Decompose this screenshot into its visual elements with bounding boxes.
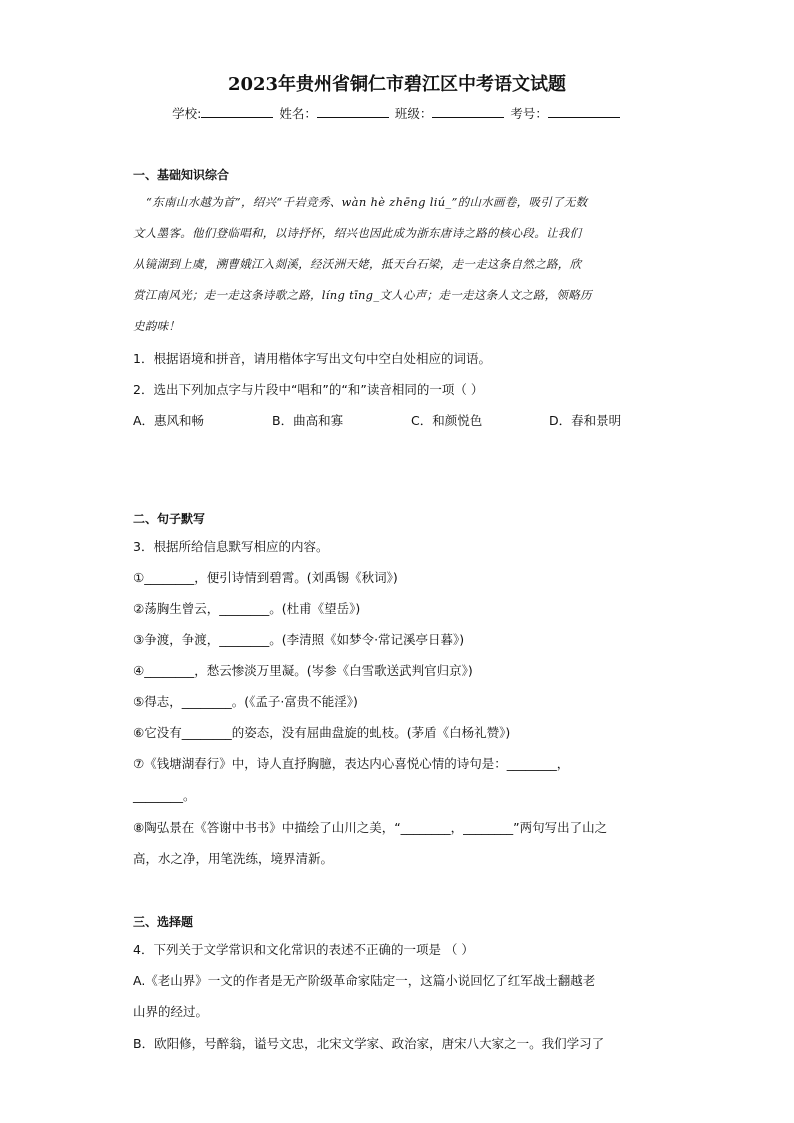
fill-item: ⑧陶弘景在《答谢中书书》中描绘了山川之美，“________，________”两句写出了山之 xyxy=(133,820,608,835)
choice-text: B．欧阳修，号醉翁，谥号文忠，北宋文学家、政治家，唐宋八大家之一。我们学习了 xyxy=(133,1036,605,1051)
name-blank[interactable] xyxy=(317,105,389,118)
option-b[interactable]: B．曲高和寡 xyxy=(272,413,344,428)
fill-item: 高，水之净，用笔洗练，境界清新。 xyxy=(133,851,334,866)
fill-item: ③争渡，争渡，________。(李清照《如梦令·常记溪亭日暮》) xyxy=(133,632,465,647)
question-3: 3．根据所给信息默写相应的内容。 xyxy=(133,539,329,554)
section-heading: 二、句子默写 xyxy=(133,512,206,526)
question-4: 4．下列关于文学常识和文化常识的表述不正确的一项是 （ ） xyxy=(133,942,474,957)
exam-number-label: 考号： xyxy=(510,106,548,121)
passage-line: “东南山水越为首”，绍兴“千岩竞秀、wàn hè zhēng liú_”的山水画卷，吸引了无数 xyxy=(146,195,588,209)
passage-line: 赏江南风光；走一走这条诗歌之路，líng tīng_文人心声；走一走这条人文之路，领略历 xyxy=(133,288,592,302)
section-heading: 一、基础知识综合 xyxy=(133,168,230,182)
exam-number-blank[interactable] xyxy=(548,105,620,118)
choice-text: A.《老山界》一文的作者是无产阶级革命家陆定一，这篇小说回忆了红军战士翻越老 xyxy=(133,973,596,988)
class-blank[interactable] xyxy=(432,105,504,118)
option-c[interactable]: C．和颜悦色 xyxy=(411,413,483,428)
school-label: 学校: xyxy=(172,106,202,121)
option-a[interactable]: A．惠风和畅 xyxy=(133,413,205,428)
passage-line: 文人墨客。他们登临唱和，以诗抒怀，绍兴也因此成为浙东唐诗之路的核心段。让我们 xyxy=(133,226,582,240)
fill-item: ②荡胸生曾云，________。(杜甫《望岳》) xyxy=(133,601,361,616)
school-blank[interactable] xyxy=(201,105,273,118)
class-label: 班级： xyxy=(394,106,433,121)
fill-item: ________。 xyxy=(133,788,196,803)
choice-text: 山界的经过。 xyxy=(133,1004,209,1019)
fill-item: ⑦《钱塘湖春行》中，诗人直抒胸臆，表达内心喜悦心情的诗句是：________， xyxy=(133,756,570,771)
fill-item: ④________，愁云惨淡万里凝。(岑参《白雪歌送武判官归京》) xyxy=(133,663,473,678)
fill-item: ①________，便引诗情到碧霄。(刘禹锡《秋词》) xyxy=(133,570,398,585)
option-d[interactable]: D．春和景明 xyxy=(549,413,622,428)
question-1: 1．根据语境和拼音，请用楷体字写出文句中空白处相应的词语。 xyxy=(133,351,491,366)
section-heading: 三、选择题 xyxy=(133,915,194,929)
student-info-line xyxy=(0,104,794,122)
name-label: 姓名： xyxy=(279,106,317,121)
passage-line: 从镜湖到上虞，溯曹娥江入剡溪，经沃洲天姥，抵天台石梁，走一走这条自然之路，欣 xyxy=(133,257,582,271)
fill-item: ⑤得志，________。(《孟子·富贵不能淫》) xyxy=(133,694,358,709)
question-2: 2．选出下列加点字与片段中“唱和”的“和”读音相同的一项（ ） xyxy=(133,382,484,397)
page-title: 2023年贵州省铜仁市碧江区中考语文试题 xyxy=(227,74,567,95)
fill-item: ⑥它没有________的姿态，没有屈曲盘旋的虬枝。(茅盾《白杨礼赞》) xyxy=(133,725,511,740)
passage-line: 史韵味！ xyxy=(133,319,181,333)
